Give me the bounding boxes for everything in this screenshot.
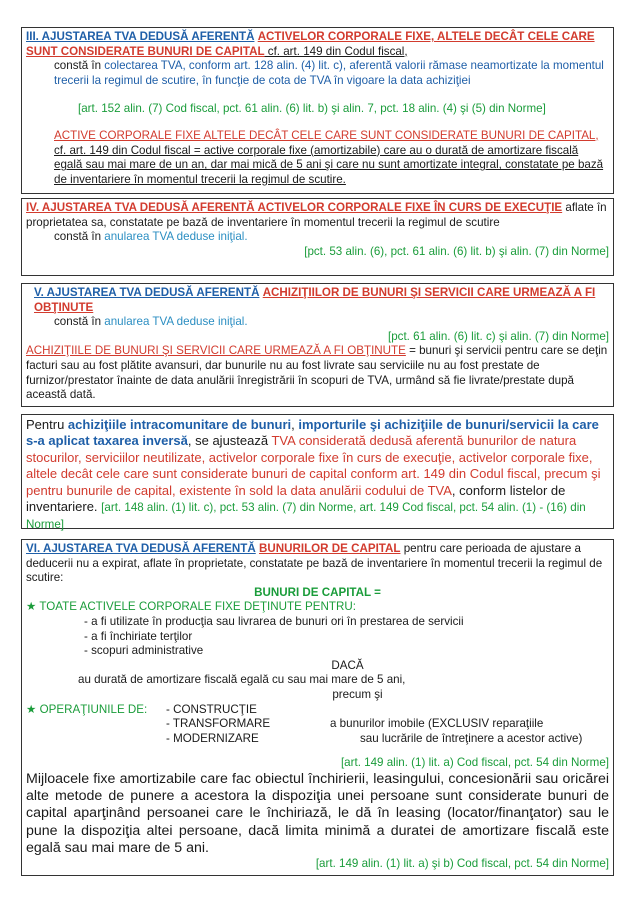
section-vi-paragraph: Mijloacele fixe amortizabile care fac obiectul închirierii, leasingului, concesionării sau oricărei alte metode de punere a acestora la dispoziţia unei persoane sunt considerate bunuri de capital aparţinând persoanei care le închiriază, le dă în leasing (locator/finanţator) sau le pune la dispoziţia altei persoane, dacă limita minimă a duratei de amortizare fiscală este egală sau mai mare de 5 ani. bbox=[26, 770, 609, 856]
operation-2: - TRANSFORMARE bbox=[166, 717, 271, 731]
section-iii-definition: ACTIVE CORPORALE FIXE ALTELE DECÂT CELE CARE SUNT CONSIDERATE BUNURI DE CAPITAL, cf. art. 149 din Codul fiscal = active corporale fixe (amortizabile) care au o durată de amortizare fiscală egală sau mai mare de un an, dar mai mică de 5 ani şi care nu sunt amortizate integral, constatate pe bază de inventariere în momentul trecerii la regimul de scutire. bbox=[54, 128, 604, 186]
capital-goods-durata: au durată de amortizare fiscală egală cu sau mai mare de 5 ani, bbox=[78, 673, 406, 687]
section-intracommunity-reference: [art. 148 alin. (1) lit. c), pct. 53 alin. (7) din Norme, art. 149 Cod fiscal, pct. 54 alin. (1) - (16) din Norme] bbox=[26, 501, 586, 532]
section-v bbox=[21, 283, 614, 407]
section-iv-description: constă în anularea TVA deduse iniţial. bbox=[54, 230, 248, 244]
section-iv-heading: IV. AJUSTAREA TVA DEDUSĂ AFERENTĂ ACTIVELOR CORPORALE FIXE ÎN CURS DE EXECUŢIE aflate în proprietatea sa, constatate pe bază de inventariere în momentul trecerii la regimul de scutire bbox=[26, 201, 607, 229]
operation-1: - CONSTRUCŢIE bbox=[166, 702, 257, 716]
section-iii-heading: III. AJUSTAREA TVA DEDUSĂ AFERENTĂ ACTIVELOR CORPORALE FIXE, ALTELE DECÂT CELE CARE SUNT CONSIDERATE BUNURI DE CAPITAL cf. art. 149 din Codul fiscal, bbox=[26, 30, 595, 58]
section-vi-reference-1: [art. 149 alin. (1) lit. a) Cod fiscal, pct. 54 din Norme] bbox=[340, 756, 609, 770]
operation-note-2: sau lucrările de întreţinere a acestor active) bbox=[360, 731, 583, 745]
star-bullet-icon: ★ bbox=[26, 702, 37, 716]
section-v-reference: [pct. 61 alin. (6) lit. c) şi alin. (7) din Norme] bbox=[388, 329, 609, 343]
operation-3: - MODERNIZARE bbox=[166, 731, 259, 745]
section-v-heading: V. AJUSTAREA TVA DEDUSĂ AFERENTĂ ACHIZIŢIILOR DE BUNURI ŞI SERVICII CARE URMEAZĂ A FI OBŢINUTE bbox=[34, 286, 596, 314]
section-vi bbox=[21, 539, 614, 876]
section-iv bbox=[21, 198, 614, 276]
section-iii bbox=[21, 27, 614, 194]
capital-goods-precum: precum şi bbox=[332, 687, 383, 701]
section-intracommunity bbox=[21, 414, 614, 532]
section-iii-reference: [art. 152 alin. (7) Cod fiscal, pct. 61 alin. (6) lit. b) şi alin. 7, pct. 18 alin. (4) şi (5) din Norme] bbox=[78, 102, 546, 116]
capital-goods-item-1: ★ TOATE ACTIVELE CORPORALE FIXE DEŢINUTE PENTRU: bbox=[26, 600, 356, 614]
operations-block: ★ OPERAŢIUNILE DE: - CONSTRUCŢIE - TRANSFORMARE - MODERNIZARE a bunurilor imobile (EXCLUSIV reparaţiile sau lucrările de întreţinere a acestor active) bbox=[26, 702, 583, 745]
section-v-description: constă în anularea TVA deduse iniţial. bbox=[54, 315, 248, 329]
operation-note-1: a bunurilor imobile (EXCLUSIV reparaţiile bbox=[330, 717, 544, 731]
capital-goods-sub-1: - a fi utilizate în producţia sau livrarea de bunuri ori în prestarea de servicii bbox=[84, 614, 464, 628]
section-intracommunity-text: Pentru achiziţiile intracomunitare de bunuri, importurile şi achiziţiile de bunuri/servicii la care s-a aplicat taxarea inversă, se ajustează TVA considerată dedusă aferentă bunurilor de natura stocurilor, serviciilor neutilizate, activelor corporale fixe în curs de execuţie, activelor corporale fixe, altele decât cele care sunt considerate bunuri de capital conform art. 149 din Codul fiscal, precum şi pentru bunurile de capital, existente în sold la data anulării codului de TVA, conform listelor de inventariere. [art. 148 alin. (1) lit. c), pct. 53 alin. (7) din Norme, art. 149 Cod fiscal, pct. 54 alin. (1) - (16) din Norme] bbox=[26, 417, 601, 532]
capital-goods-sub-3: - scopuri administrative bbox=[84, 644, 204, 658]
section-iv-reference: [pct. 53 alin. (6), pct. 61 alin. (6) lit. b) şi alin. (7) din Norme] bbox=[304, 244, 609, 258]
section-vi-heading: VI. AJUSTAREA TVA DEDUSĂ AFERENTĂ BUNURILOR DE CAPITAL pentru care perioada de ajustare a deducerii nu a expirat, aflate în proprietate, constatate pe bază de inventariere în momentul trecerii la regimul de scutire: bbox=[26, 542, 603, 585]
capital-goods-daca: DACĂ bbox=[331, 658, 364, 672]
section-iii-description: constă în colectarea TVA, conform art. 128 alin. (4) lit. c), aferentă valorii rămase neamortizate la momentul trecerii la regimul de scutire, în funcţie de cota de TVA în vigoare la data achiziţiei bbox=[54, 59, 604, 87]
section-vi-reference-2: [art. 149 alin. (1) lit. a) şi b) Cod fiscal, pct. 54 din Norme] bbox=[315, 856, 609, 870]
star-bullet-icon: ★ bbox=[26, 600, 37, 614]
capital-goods-title: BUNURI DE CAPITAL = bbox=[254, 585, 381, 599]
section-v-definition: ACHIZIŢIILE DE BUNURI ŞI SERVICII CARE URMEAZĂ A FI OBŢINUTE = bunuri şi servicii pentru care se deţin facturi sau au fost plătite avansuri, dar bunurile nu au fost livrate sau serviciile nu au fost prestate de furnizor/prestator înainte de data anulării înregistrării în scopuri de TVA, urmând să fie livrate/prestate după această dată. bbox=[26, 344, 608, 402]
capital-goods-sub-2: - a fi închiriate terţilor bbox=[84, 629, 193, 643]
